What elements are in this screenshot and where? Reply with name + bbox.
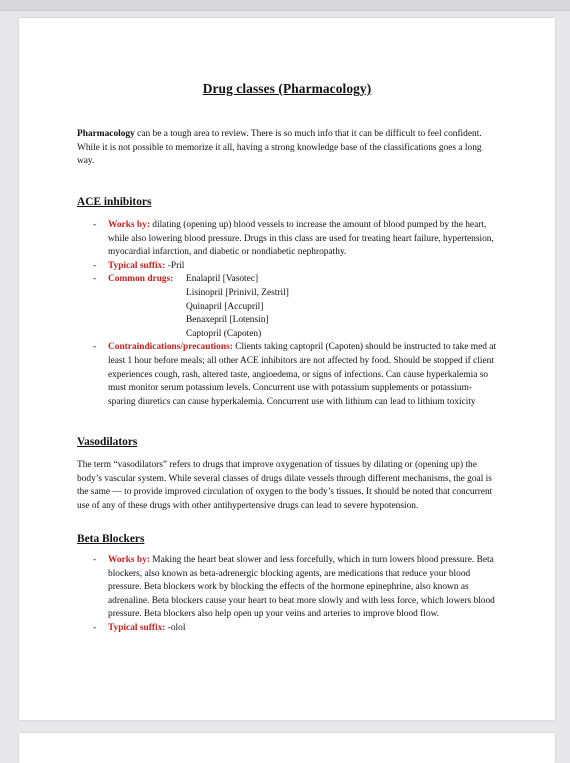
drug-list-item: Benaxepril [Lotensin] [186,315,269,326]
beta-blockers-heading: Beta Blockers [77,533,145,545]
beta-suffix-label: Typical suffix: [108,622,166,633]
vasodilators-paragraph: The term “vasodilators” refers to drugs that improve oxygenation of tissues by dilating or (opening up) the body’s vascular system. While several classes of drugs dilate vessels through different mechanisms, the goal is the same — to provide improved circulation of oxygen to the body’s tissues. It should be noted that concurrent use of any of these drugs with other antihypertensive drugs can lead to severe hypotension. [77,460,493,511]
beta-works-by-label: Works by: [108,555,150,565]
next-document-page [19,733,555,763]
beta-works-by-text: Making the heart beat slower and less forcefully, which in turn lowers blood pressure. Beta blockers, also known as beta-adrenergic blocking agents, are medications that reduce your blood pressure. Beta blockers work by blocking the effects of the hormone epinephrine, also known as adrenaline. Beta blockers cause your heart to beat more slowly and with less force, which lowers blood pressure. Beta blockers also help open up your veins and arteries to improve blood flow. [108,555,495,620]
intro-text: can be a tough area to review. There is so much info that it can be difficult to feel confident. While it is not possible to memorize it all, having a strong knowledge base of the classifications goes a long way. [77,129,482,167]
ace-contraindications-item [77,341,497,409]
ace-works-by-text: dilating (opening up) blood vessels to increase the amount of blood pumped by the heart, while also lowering blood pressure. Drugs in this class are used for treating heart failure, hypertension, myocardial infarction, and diabetic or nondiabetic nephropathy. [108,220,494,258]
ace-suffix-item [77,260,497,274]
ace-suffix-text: -Pril [165,260,185,271]
drug-list-item: Captopril (Capoten) [186,328,262,339]
ace-bullet-list [77,219,497,409]
ace-common-drugs-item [77,273,497,341]
intro-bold-term: Pharmacology [77,129,135,139]
ace-contraindications-label: Contraindications/precautions: [108,342,233,353]
ace-common-drugs-label: Common drugs: [108,274,174,285]
beta-bullet-list [77,554,497,636]
ace-inhibitors-heading: ACE inhibitors [77,196,152,208]
top-toolbar-strip [0,0,570,11]
ace-suffix-label: Typical suffix: [108,260,166,271]
intro-paragraph [77,128,497,169]
ace-works-by-item [77,219,497,260]
ace-contraindications-text: Clients taking captopril (Capoten) should be instructed to take med at least 1 hour before meals; all other ACE inhibitors are not affected by food. Should be stopped if client experiences cough, rash, altered taste, angioedema, or signs of infections. Can cause hyperkalemia so must monitor serum potassium levels. Concurrent use with potassium supplements or potassium-sparing diuretics can cause hyperkalemia. Concurrent use with lithium can lead to lithium toxicity [108,342,497,407]
beta-works-by-item [77,554,497,622]
document-page [19,18,555,720]
page-title: Drug classes (Pharmacology) [202,81,372,96]
beta-suffix-text: -olol [165,622,186,633]
ace-works-by-label: Works by: [108,220,150,230]
drug-list-item: Enalapril [Vasotec] [186,274,259,285]
beta-suffix-item [77,622,497,636]
drug-list-item: Lisinopril [Prinivil, Zestril] [186,287,289,298]
drug-list-item: Quinapril [Accupril] [186,301,264,312]
vasodilators-heading: Vasodilators [77,436,138,448]
